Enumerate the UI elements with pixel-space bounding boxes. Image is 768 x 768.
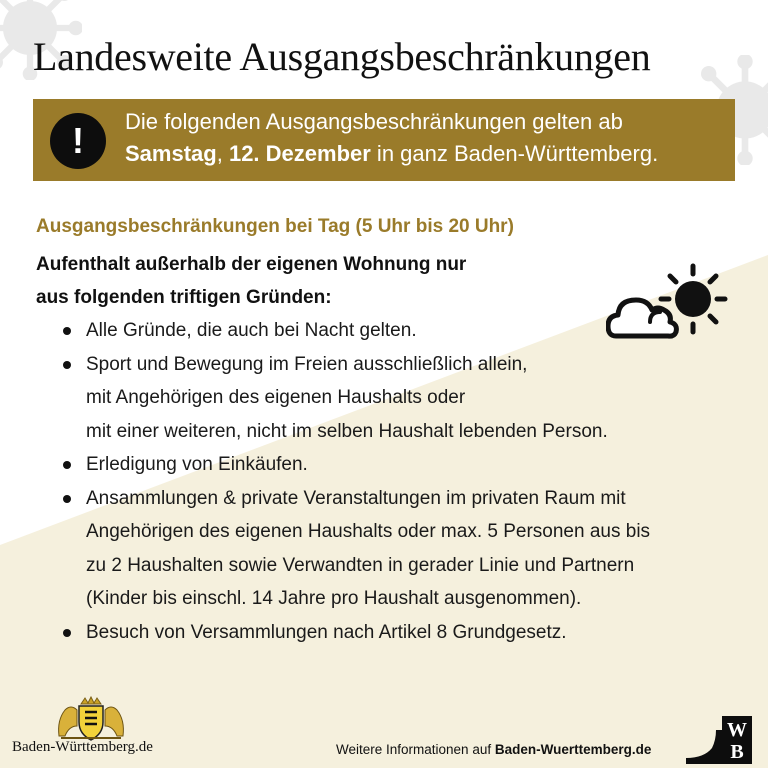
list-item-line: Ansammlungen & private Veranstaltungen im privaten Raum mit <box>86 487 626 509</box>
exclamation-icon: ! <box>50 113 106 169</box>
intro-line-1: Aufenthalt außerhalb der eigenen Wohnung nur <box>36 254 467 275</box>
list-item-line: (Kinder bis einschl. 14 Jahre pro Haushalt ausgenommen). <box>86 588 582 609</box>
list-item-line: Besuch von Versammlungen nach Artikel 8 Grundgesetz. <box>86 621 567 643</box>
bullet-dot <box>63 495 71 503</box>
list-item-line: mit einer weiteren, nicht im selben Haushalt lebenden Person. <box>86 420 608 442</box>
bullet-dot <box>63 327 71 335</box>
banner-line-1: Die folgenden Ausgangsbeschränkungen gelten ab <box>125 109 623 134</box>
list-item-line: Angehörigen des eigenen Haushalts oder max. 5 Personen aus bis <box>86 521 651 542</box>
footer-info <box>336 742 651 757</box>
banner-date: 12. Dezember <box>228 141 371 166</box>
intro-text <box>36 248 650 314</box>
bullet-dot <box>63 361 71 369</box>
list-item <box>36 616 650 650</box>
list-item <box>36 482 650 616</box>
brand-name: Baden-Württemberg.de <box>12 739 153 755</box>
list-item <box>36 448 650 482</box>
main-content <box>36 212 650 649</box>
banner-line-2: Samstag, 12. Dezember in ganz Baden-Württemberg. <box>125 141 659 166</box>
notice-banner <box>33 99 735 181</box>
bullet-dot <box>63 461 71 469</box>
list-item <box>36 348 650 449</box>
wb-logo-letters: W <box>727 719 747 741</box>
bullet-dot <box>63 629 71 637</box>
list-item-line: mit Angehörigen des eigenen Haushalts oder <box>86 387 466 408</box>
intro-line-2: aus folgenden triftigen Gründen: <box>36 287 332 308</box>
list-item <box>36 314 650 348</box>
footer-info-link[interactable]: Baden-Wuerttemberg.de <box>494 742 652 757</box>
list-item-line: zu 2 Haushalten sowie Verwandten in gerader Linie und Partnern <box>86 554 635 576</box>
cloud-sun-icon <box>606 262 734 342</box>
coat-of-arms-icon <box>55 696 127 742</box>
footer-info-prefix: Weitere Informationen auf <box>336 742 495 757</box>
wb-logo-icon <box>686 714 758 764</box>
reasons-list <box>36 314 650 649</box>
list-item-line: Alle Gründe, die auch bei Nacht gelten. <box>86 320 417 341</box>
section-subheading: Ausgangsbeschränkungen bei Tag (5 Uhr bis 20 Uhr) <box>36 216 514 237</box>
banner-line-2-rest: in ganz Baden-Württemberg. <box>370 141 659 166</box>
wb-logo-letters: B <box>730 741 744 763</box>
banner-text <box>125 106 725 170</box>
page-title: Landesweite Ausgangsbeschränkungen <box>33 34 651 79</box>
list-item-line: Sport und Bewegung im Freien ausschließlich allein, <box>86 353 528 375</box>
list-item-line: Erledigung von Einkäufen. <box>86 454 308 475</box>
banner-day: Samstag <box>125 141 217 166</box>
